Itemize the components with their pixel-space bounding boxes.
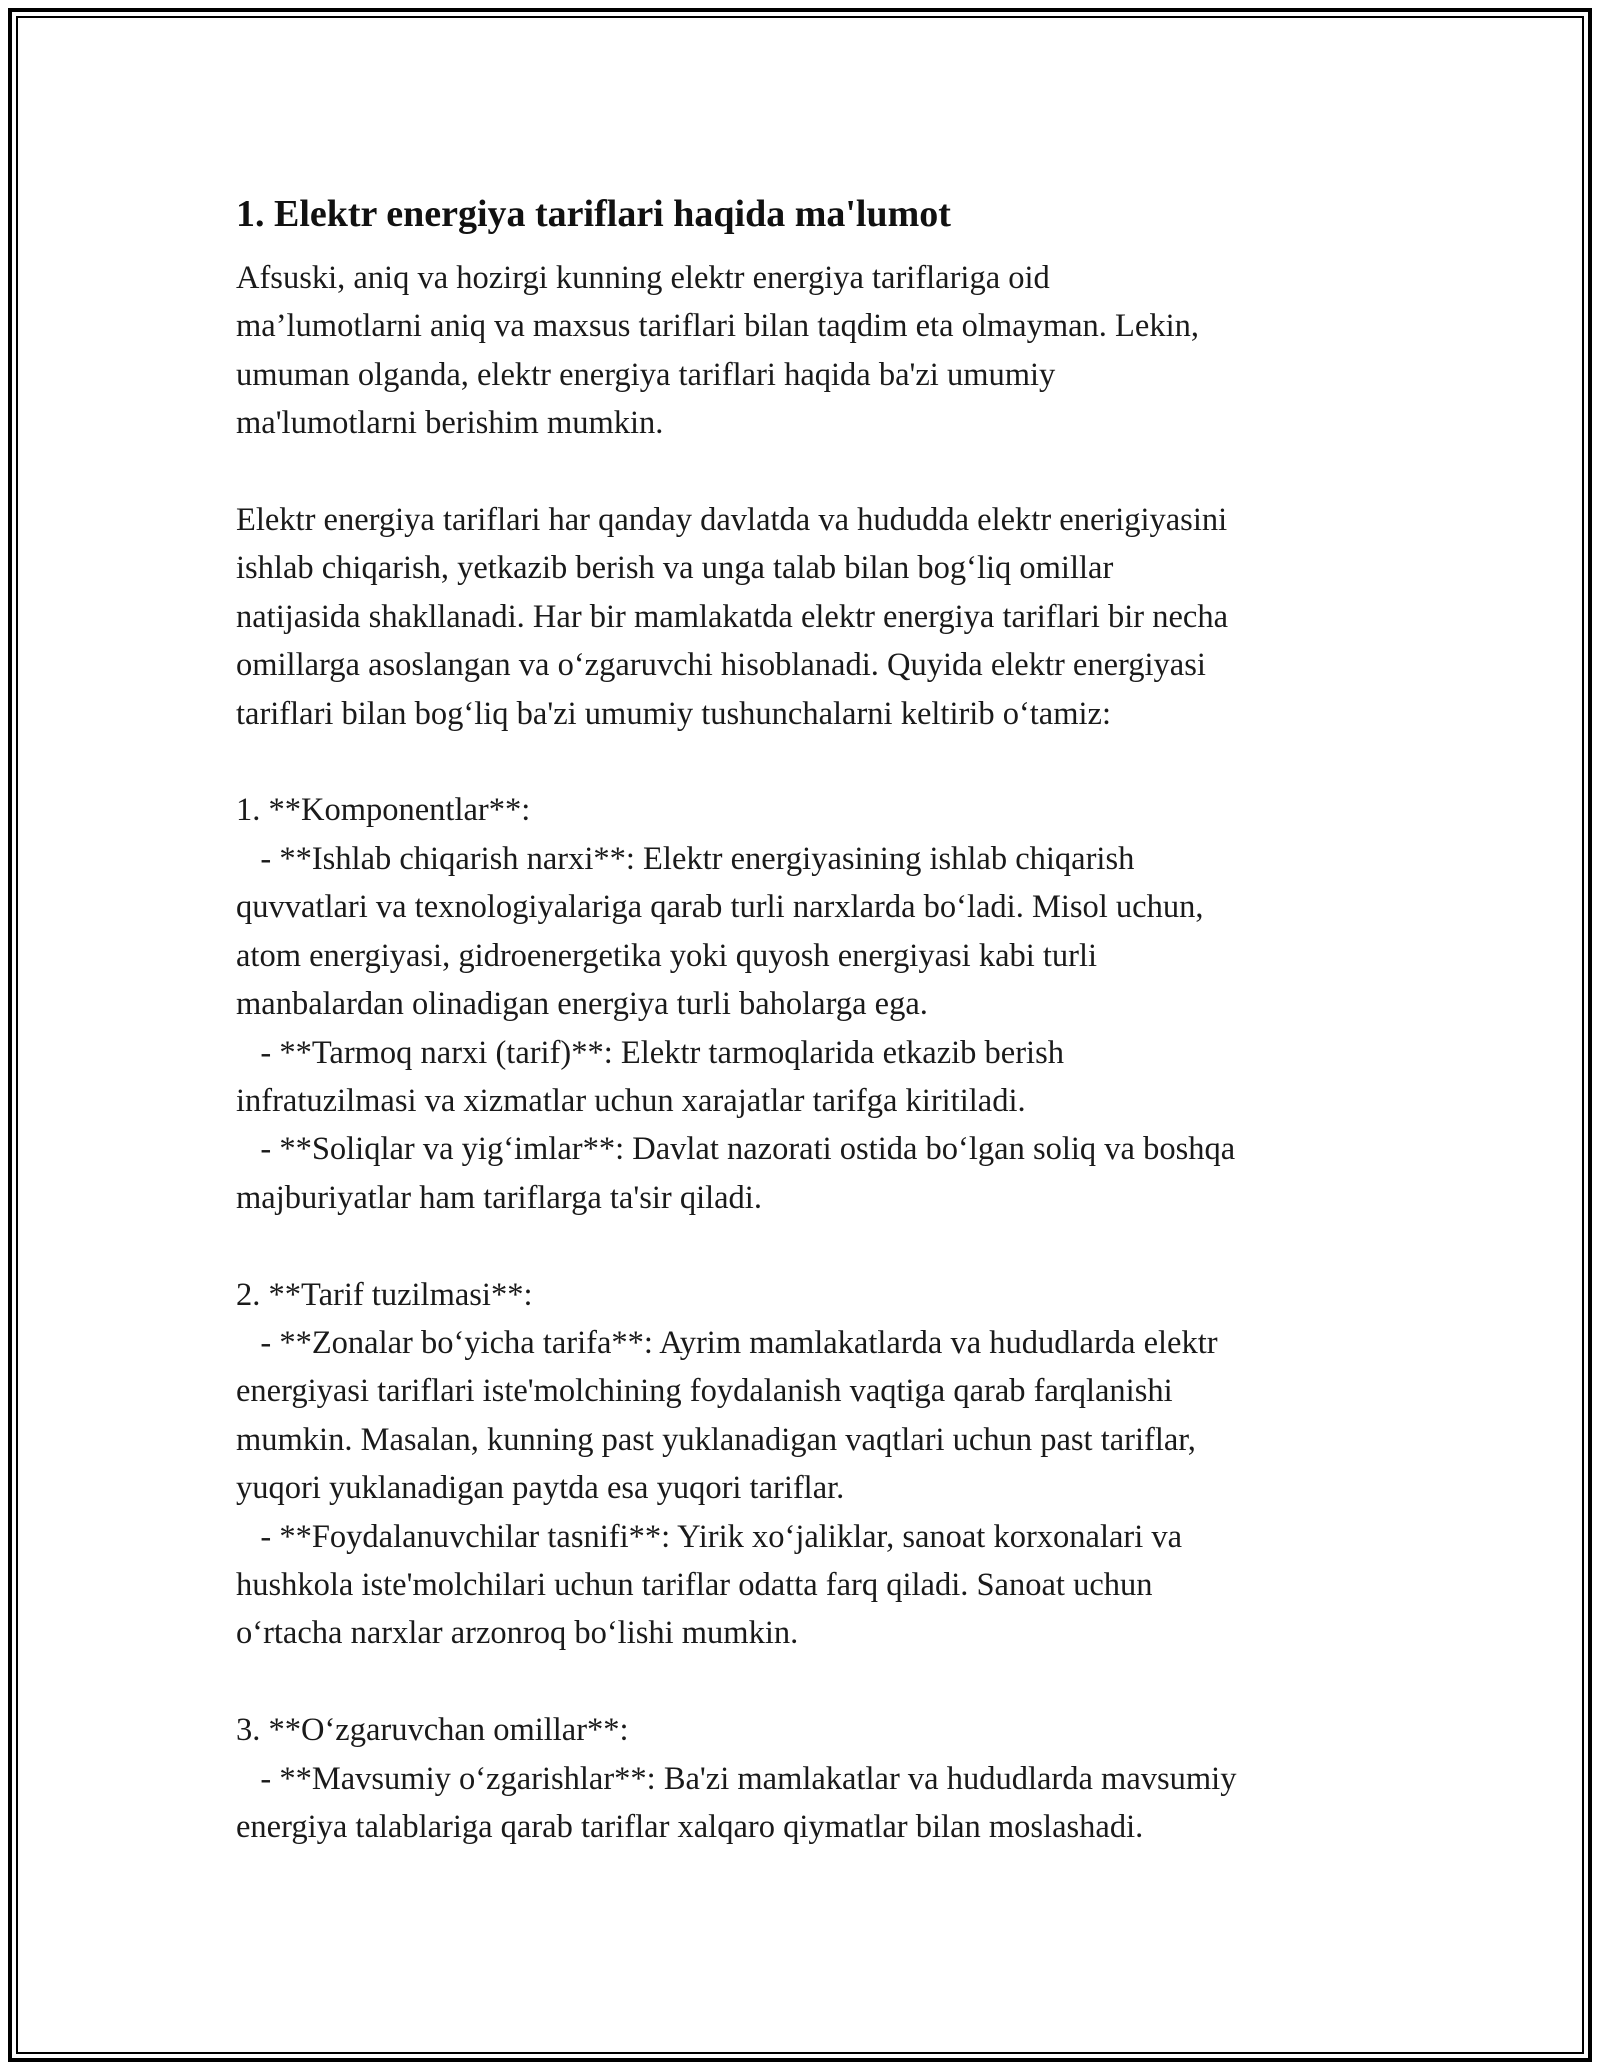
document-content — [236, 188, 1376, 1851]
document-body: Afsuski, aniq va hozirgi kunning elektr energiya tariflariga oid ma’lumotlarni aniq va maxsus tariflari bilan taqdim eta olmayman. Lekin, umuman olganda, elektr energiya tariflari haqida ba'zi umumiy ma'lumotlarni berishim mumkin. Elektr energiya tariflari har qanday davlatda va hududda elektr enerigiyasini ishlab chiqarish, yetkazib berish va unga talab bilan bog‘liq omillar natijasida shakllanadi. Har bir mamlakatda elektr energiya tariflari bir necha omillarga asoslangan va o‘zgaruvchi hisoblanadi. Quyida elektr energiyasi tariflari bilan bog‘liq ba'zi umumiy tushunchalarni keltirib o‘tamiz: 1. **Komponentlar**: - **Ishlab chiqarish narxi**: Elektr energiyasining ishlab chiqarish quvvatlari va texnologiyalariga qarab turli narxlarda bo‘ladi. Misol uchun, atom energiyasi, gidroenergetika yoki quyosh energiyasi kabi turli manbalardan olinadigan energiya turli baholarga ega. - **Tarmoq narxi (tarif)**: Elektr tarmoqlarida etkazib berish infratuzilmasi va xizmatlar uchun xarajatlar tarifga kiritiladi. - **Soliqlar va yig‘imlar**: Davlat nazorati ostida bo‘lgan soliq va boshqa majburiyatlar ham tariflarga ta'sir qiladi. 2. **Tarif tuzilmasi**: - **Zonalar bo‘yicha tarifa**: Ayrim mamlakatlarda va hududlarda elektr energiyasi tariflari iste'molchining foydalanish vaqtiga qarab farqlanishi mumkin. Masalan, kunning past yuklanadigan vaqtlari uchun past tariflar, yuqori yuklanadigan paytda esa yuqori tariflar. - **Foydalanuvchilar tasnifi**: Yirik xo‘jaliklar, sanoat korxonalari va hushkola iste'molchilari uchun tariflar odatta farq qiladi. Sanoat uchun o‘rtacha narxlar arzonroq bo‘lishi mumkin. 3. **O‘zgaruvchan omillar**: - **Mavsumiy o‘zgarishlar**: Ba'zi mamlakatlar va hududlarda mavsumiy energiya talablariga qarab tariflar xalqaro qiymatlar bilan moslashadi. — [236, 260, 1237, 1845]
document-heading: 1. Elektr energiya tariflari haqida ma'lumot — [236, 193, 951, 235]
